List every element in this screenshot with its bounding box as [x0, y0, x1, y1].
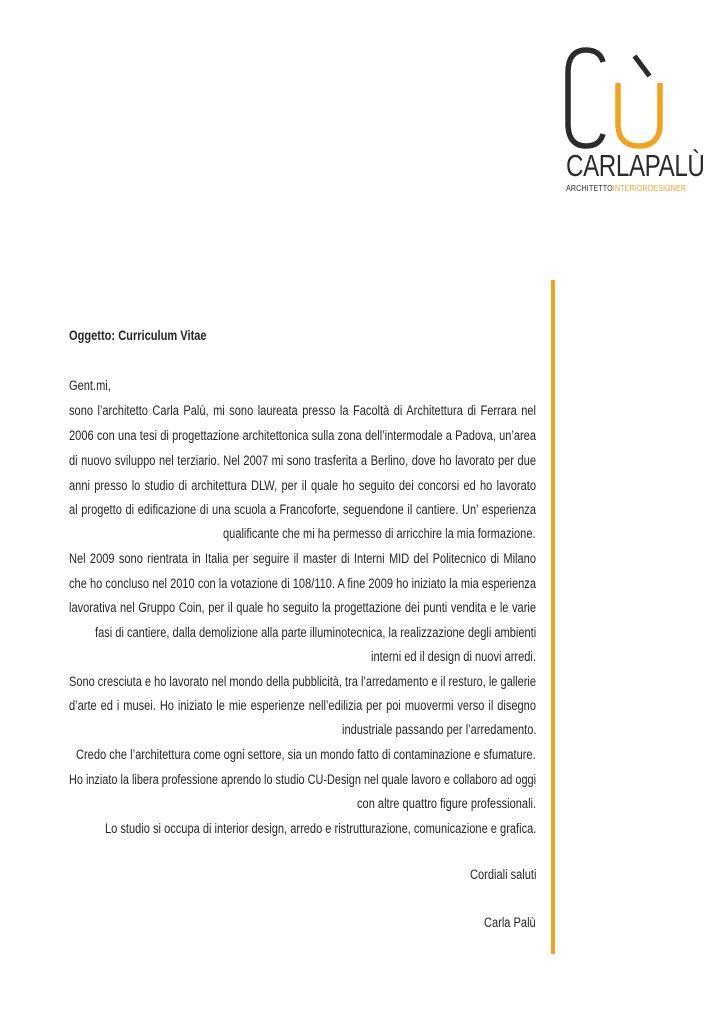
- letter-line: al progetto di edificazione di una scuola a Francoforte, seguendone il cantiere. Un’ esperienza: [69, 502, 537, 517]
- logo-subtitle: [566, 184, 686, 193]
- letter-signature: Carla Palù: [484, 915, 536, 930]
- letter-line: lavorativa nel Gruppo Coin, per il quale ho seguito la progettazione dei punti vendita e le varie: [69, 600, 537, 615]
- letter-line: 2006 con una tesi di progettazione architettonica sulla zona dell’intermodale a Padova, un’area: [69, 428, 537, 443]
- logo-role: ARCHITETTO: [566, 184, 613, 193]
- letter-greeting: Gent.mi,: [69, 378, 111, 393]
- letter-line: con altre quattro figure professionali.: [356, 796, 536, 811]
- letter-line: sono l’architetto Carla Palù, mi sono laureata presso la Facoltà di Architettura di Ferrara nel: [69, 403, 536, 418]
- letter-line: anni presso lo studio di architettura DLW, per il quale ho seguito dei concorsi ed ho lavorato: [69, 478, 536, 493]
- letter-line: che ho concluso nel 2010 con la votazione di 108/110. A fine 2009 ho iniziato la mia esperienza: [69, 576, 537, 591]
- letter-line: interni ed il design di nuovi arredi.: [371, 649, 536, 664]
- letter-line: Sono cresciuta e ho lavorato nel mondo della pubblicità, tra l’arredamento e il resturo, le gallerie: [69, 674, 536, 689]
- letter-line: Nel 2009 sono rientrata in Italia per seguire il master di Interni MID del Politecnico di Milano: [69, 551, 536, 566]
- logo-name: CARLAPALÙ: [566, 148, 705, 183]
- letter-line: Ho inziato la libera professione aprendo lo studio CU-Design nel quale lavoro e collaboro ad oggi: [69, 772, 536, 787]
- letter-line: qualificante che mi ha permesso di arricchire la mia formazione.: [223, 526, 536, 541]
- letter-body: [69, 0, 536, 1024]
- letter-line: Credo che l’architettura come ogni settore, sia un mondo fatto di contaminazione e sfumature.: [76, 747, 536, 762]
- letter-closing: Cordiali saluti: [469, 867, 536, 882]
- letter-line: fasi di cantiere, dalla demolizione alla parte illuminotecnica, la realizzazione degli ambienti: [94, 625, 536, 640]
- letter-subject: Oggetto: Curriculum Vitae: [69, 328, 207, 343]
- letter-line: Lo studio si occupa di interior design, arredo e ristrutturazione, comunicazione e grafica.: [104, 821, 536, 836]
- letter-line: d’arte ed i musei. Ho iniziato le mie esperienze nell’edilizia per poi muovermi verso il disegno: [69, 698, 537, 713]
- letter-line: industriale passando per l’arredamento.: [341, 722, 536, 737]
- logo-field: INTERIORDESIGNER: [612, 184, 687, 193]
- accent-bar: [551, 280, 555, 954]
- letter-line: di nuovo sviluppo nel terziario. Nel 2007 mi sono trasferita a Berlino, dove ho lavorato per due: [69, 453, 537, 468]
